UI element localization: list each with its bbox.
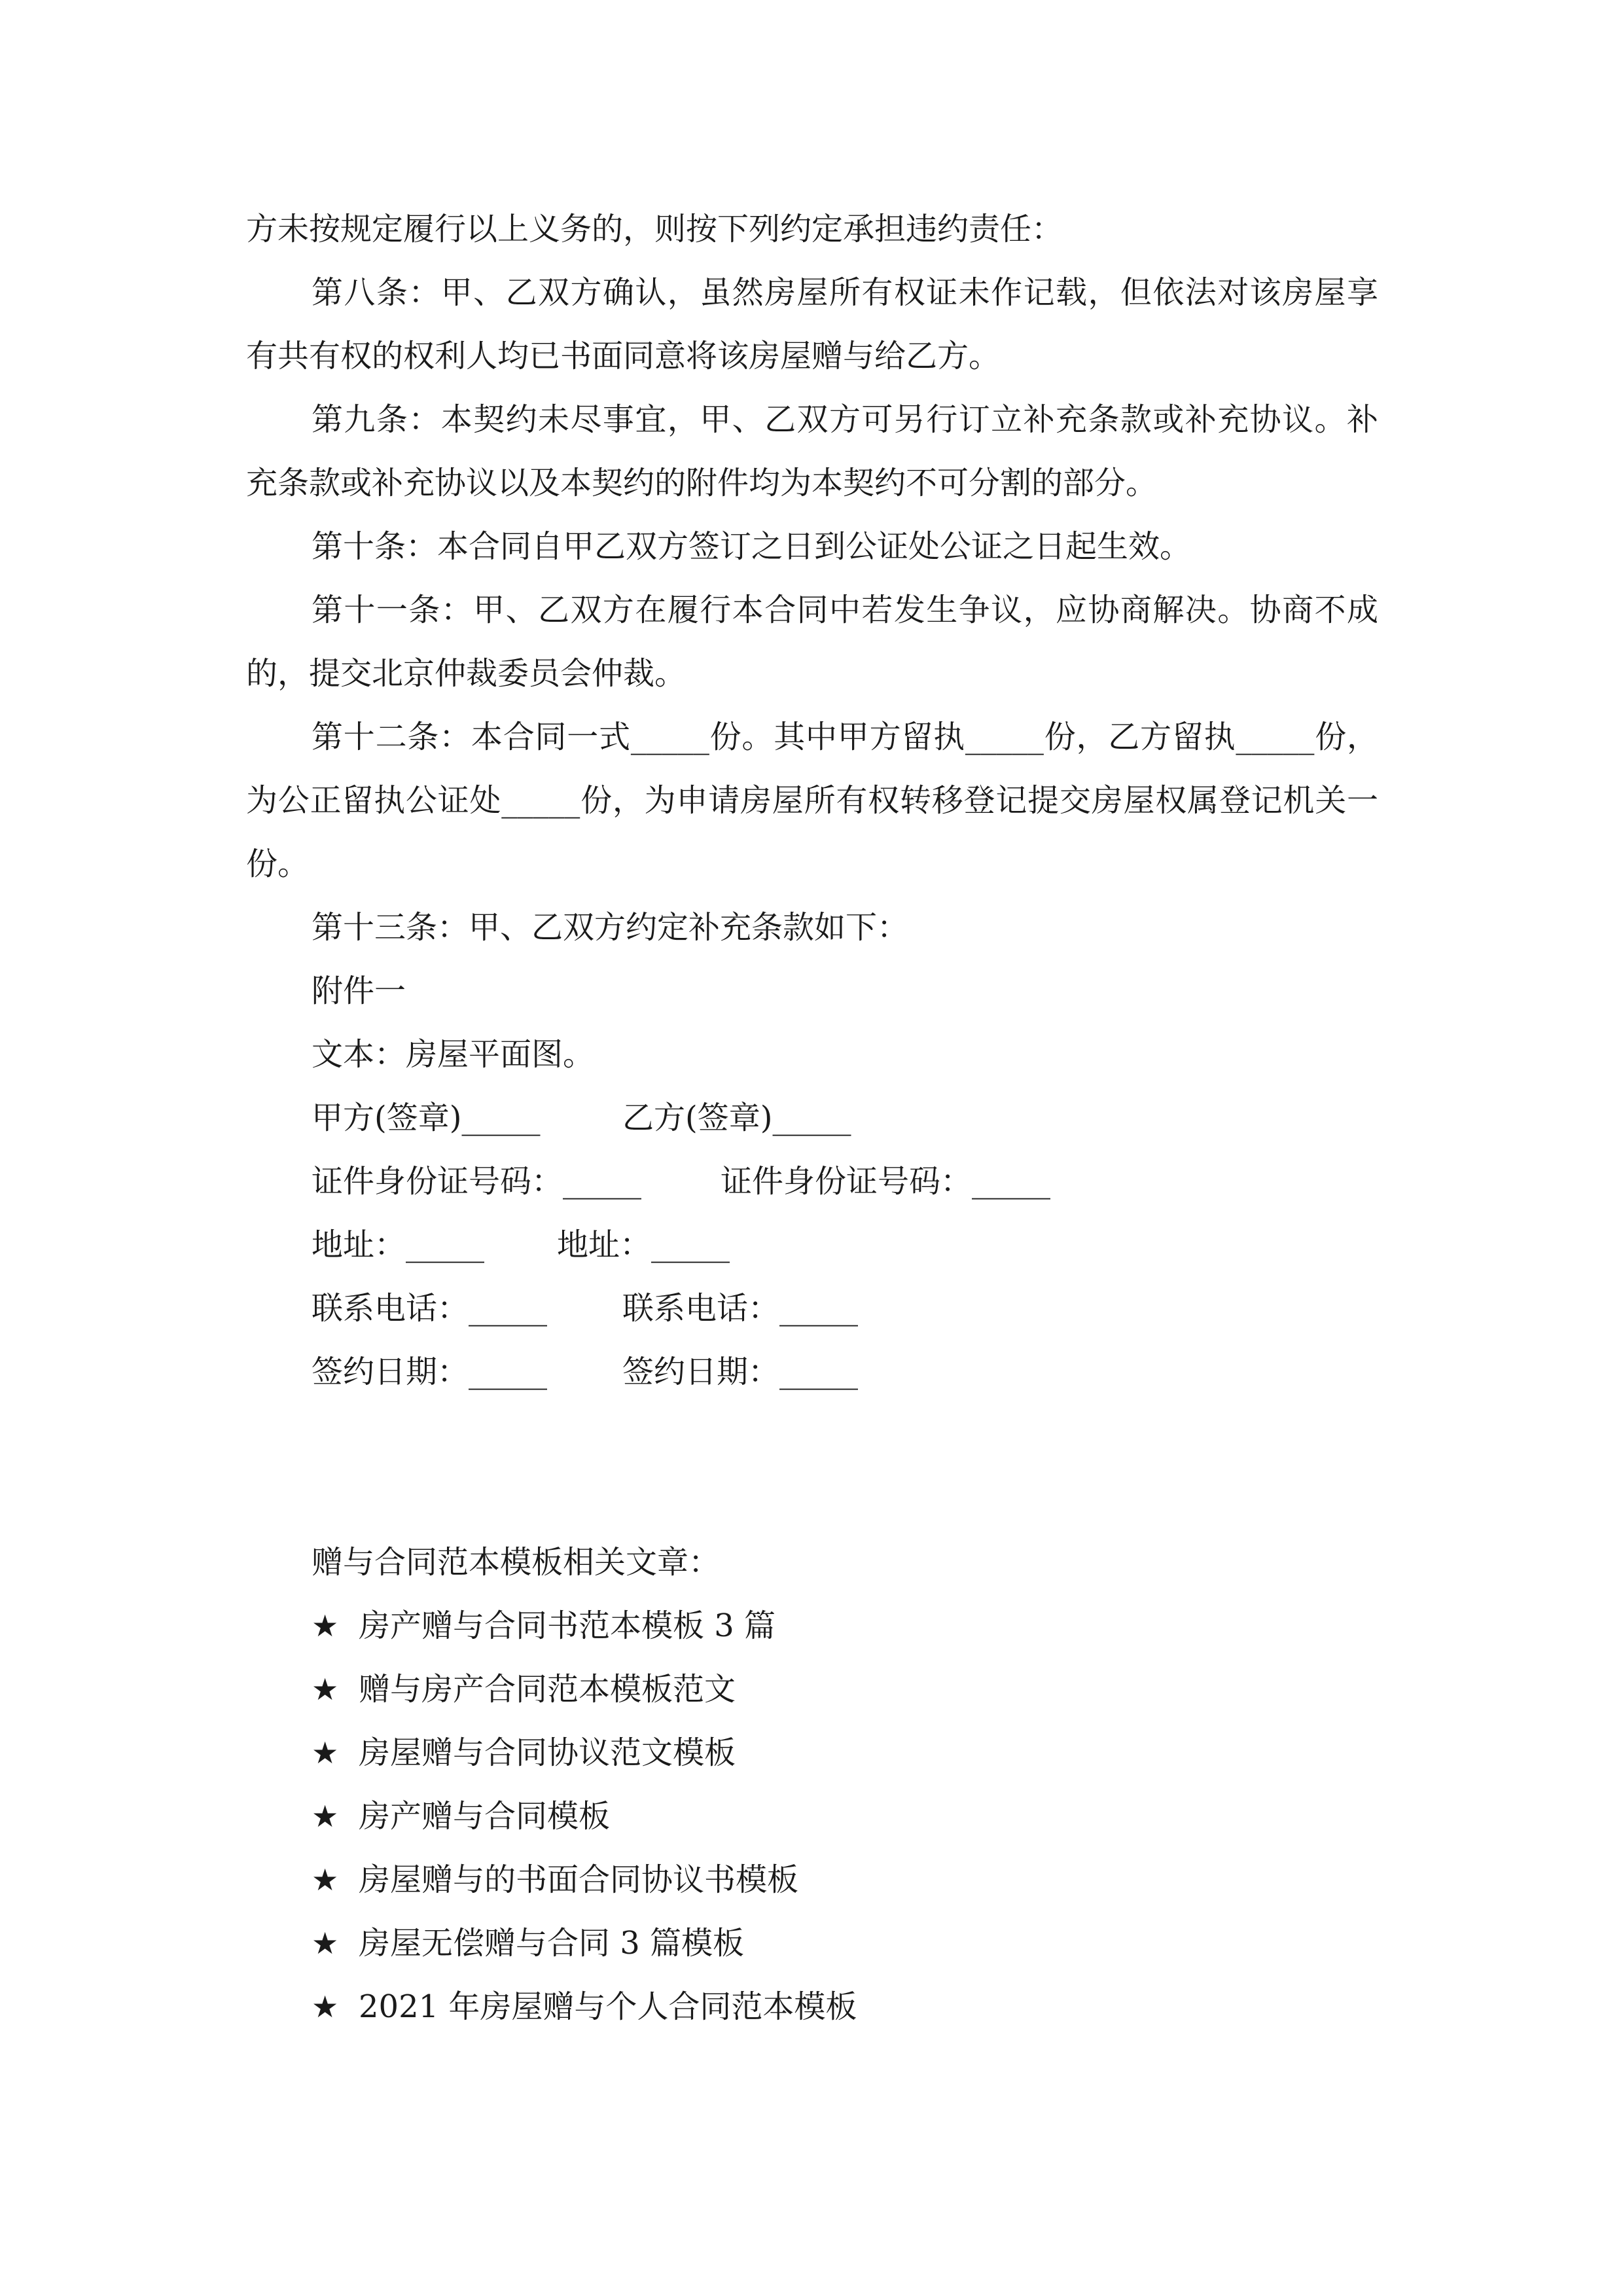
related-article-link[interactable] [312, 1785, 1378, 1848]
party-a-address: 地址：_____ [312, 1227, 485, 1263]
address-row [246, 1213, 1378, 1277]
star-icon: ★ [312, 1799, 339, 1834]
related-articles-list [246, 1594, 1378, 2039]
related-article-text: 房屋无偿赠与合同 3 篇模板 [359, 1925, 745, 1962]
star-icon: ★ [312, 1926, 339, 1961]
party-a-sign: 甲方(签章)_____ [312, 1100, 541, 1136]
article-9: 第九条：本契约未尽事宜，甲、乙双方可另行订立补充条款或补充协议。补充条款或补充协议以及本契约的附件均为本契约不可分割的部分。 [246, 401, 1378, 501]
article-13: 第十三条：甲、乙双方约定补充条款如下： [312, 909, 909, 946]
date-row [246, 1340, 1378, 1404]
star-icon: ★ [312, 1735, 339, 1770]
article-10: 第十条：本合同自甲乙双方签订之日到公证处公证之日起生效。 [312, 528, 1192, 565]
phone-row [246, 1277, 1378, 1340]
related-article-link[interactable] [312, 1658, 1378, 1721]
party-a-phone: 联系电话：_____ [312, 1290, 548, 1327]
related-articles-title: 赠与合同范本模板相关文章： [312, 1544, 721, 1581]
article-8: 第八条：甲、乙双方确认，虽然房屋所有权证未作记载，但依法对该房屋享有共有权的权利人均已书面同意将该房屋赠与给乙方。 [246, 274, 1378, 374]
related-article-link[interactable] [312, 1594, 1378, 1658]
related-article-text: 房产赠与合同书范本模板 3 篇 [359, 1607, 776, 1644]
party-a-id: 证件身份证号码：_____ [312, 1163, 642, 1200]
section-gap [246, 1404, 1378, 1531]
star-icon: ★ [312, 1862, 339, 1897]
party-b-address: 地址：_____ [557, 1227, 730, 1263]
related-article-link[interactable] [312, 1848, 1378, 1912]
star-icon: ★ [312, 1672, 339, 1707]
signature-row [246, 1086, 1378, 1150]
related-article-link[interactable] [312, 1975, 1378, 2039]
related-article-text: 房屋赠与的书面合同协议书模板 [359, 1861, 799, 1898]
star-icon: ★ [312, 1989, 339, 2024]
paragraph-continuation: 方未按规定履行以上义务的，则按下列约定承担违约责任： [246, 211, 1063, 247]
document-body [246, 198, 1378, 2039]
party-b-phone: 联系电话：_____ [622, 1290, 859, 1327]
related-article-link[interactable] [312, 1912, 1378, 1975]
id-number-row [246, 1150, 1378, 1213]
party-b-sign: 乙方(签章)_____ [622, 1100, 851, 1136]
related-article-text: 赠与房产合同范本模板范文 [359, 1671, 736, 1708]
related-article-text: 房产赠与合同模板 [359, 1798, 611, 1835]
party-b-id: 证件身份证号码：_____ [721, 1163, 1051, 1200]
related-article-text: 2021 年房屋赠与个人合同范本模板 [359, 1988, 857, 2025]
attachment-text: 文本：房屋平面图。 [312, 1036, 595, 1073]
article-11: 第十一条：甲、乙双方在履行本合同中若发生争议，应协商解决。协商不成的，提交北京仲裁委员会仲裁。 [246, 592, 1378, 692]
related-article-link[interactable] [312, 1721, 1378, 1785]
party-a-date: 签约日期：_____ [312, 1354, 548, 1390]
party-b-date: 签约日期：_____ [622, 1354, 859, 1390]
article-12: 第十二条：本合同一式_____份。其中甲方留执_____份，乙方留执_____份，为公正留执公证处_____份，为申请房屋所有权转移登记提交房屋权属登记机关一份。 [246, 719, 1378, 882]
star-icon: ★ [312, 1608, 339, 1643]
attachment-title: 附件一 [312, 973, 406, 1009]
related-article-text: 房屋赠与合同协议范文模板 [359, 1734, 736, 1771]
